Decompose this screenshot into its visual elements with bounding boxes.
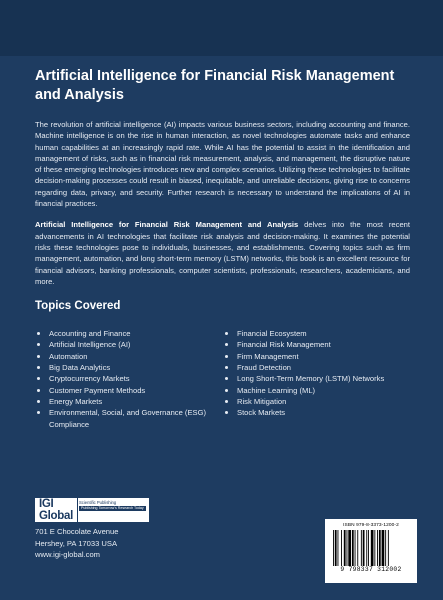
barcode-bar xyxy=(338,530,339,566)
book-title-inline: Artificial Intelligence for Financial Risk Management and Analysis xyxy=(35,220,299,230)
barcode-bar xyxy=(344,530,346,566)
topic-item: Risk Mitigation xyxy=(223,396,410,407)
logo-subtitle: Scientific Publishing xyxy=(78,500,117,505)
barcode-number: 9 798337 312002 xyxy=(340,566,402,573)
barcode-bar xyxy=(385,530,386,566)
topic-item: Cryptocurrency Markets xyxy=(35,373,222,384)
barcode-bar xyxy=(335,530,337,566)
publisher-website: www.igi-global.com xyxy=(35,550,100,559)
topic-item: Big Data Analytics xyxy=(35,362,222,373)
barcode-bar xyxy=(333,530,334,566)
barcode-bar xyxy=(377,530,378,566)
logo-subtext xyxy=(77,498,149,522)
publisher-logo xyxy=(35,498,144,522)
barcode-bar xyxy=(357,530,358,566)
barcode-bar xyxy=(361,530,362,566)
barcode-bar xyxy=(352,530,354,566)
publisher-address xyxy=(35,526,185,561)
topic-item: Machine Learning (ML) xyxy=(223,385,410,396)
topics-column-left xyxy=(35,328,222,430)
barcode-bar xyxy=(366,530,367,566)
topic-item: Environmental, Social, and Governance (ESG) Compliance xyxy=(35,407,222,430)
top-band xyxy=(0,0,443,56)
address-line-2: Hershey, PA 17033 USA xyxy=(35,538,118,548)
barcode-bar xyxy=(347,530,348,566)
topic-item: Automation xyxy=(35,351,222,362)
topic-item: Financial Risk Management xyxy=(223,339,410,350)
barcode-bar xyxy=(368,530,369,566)
topic-item: Energy Markets xyxy=(35,396,222,407)
publisher-block xyxy=(35,498,185,561)
topic-item: Firm Management xyxy=(223,351,410,362)
topics-column-right xyxy=(222,328,410,430)
description-paragraph-1: The revolution of artificial intelligence (AI) impacts various business sectors, including accounting and finance. Machine intelligence is on the rise in human interaction, as novel technologies automate tasks and enhance human capabilities at an increasingly rapid rate. While AI has the potential to assist in the identification and management of risks, such as in financial risk measurement, analysis, and management, the disruptive nature of these emerging technologies introduces new and complex scenarios. Utilizing these technologies to facilitate decision-making processes could result in biased, inequitable, and unreliable decisions, giving rise to concerns regarding data, privacy, and security. Further research is necessary to understand the implications of AI in financial practices. xyxy=(35,120,410,209)
barcode-bar xyxy=(374,530,375,566)
topic-item: Long Short-Term Memory (LSTM) Networks xyxy=(223,373,410,384)
barcode-bar xyxy=(363,530,365,566)
barcode-bar xyxy=(348,530,351,566)
topics-heading: Topics Covered xyxy=(35,300,121,313)
isbn-barcode xyxy=(325,519,417,583)
barcode-bar xyxy=(355,530,356,566)
topic-item: Fraud Detection xyxy=(223,362,410,373)
logo-wordmark: IGI Global xyxy=(35,498,77,522)
description-paragraph-2 xyxy=(35,219,410,287)
back-cover-content xyxy=(35,67,410,430)
description-paragraph-2-text: delves into the most recent advancements in AI technologies that facilitate risk analysis and decision-making. It examines the potential risks these technologies pose to individuals, businesses, and establishments. Covering topics such as firm management, automation, and long short-term memory (LSTM) networks, this book is an excellent resource for financial advisors, banking professionals, computer scientists, professionals, researchers, academicians, and more. xyxy=(35,220,410,286)
barcode-bar xyxy=(388,530,389,566)
book-title: Artificial Intelligence for Financial Risk Management and Analysis xyxy=(35,68,395,103)
address-line-1: 701 E Chocolate Avenue xyxy=(35,527,119,536)
barcode-bar xyxy=(382,530,385,566)
topic-item: Customer Payment Methods xyxy=(35,385,222,396)
barcode-bars xyxy=(331,530,411,566)
barcode-bar xyxy=(379,530,381,566)
logo-tagline: Publishing Tomorrow's Research Today xyxy=(80,506,144,510)
isbn-label: ISBN 979-8-3373-1200-2 xyxy=(343,523,399,528)
topic-item: Stock Markets xyxy=(223,407,410,418)
topic-item: Accounting and Finance xyxy=(35,328,222,339)
topic-item: Financial Ecosystem xyxy=(223,328,410,339)
barcode-bar xyxy=(371,530,374,566)
barcode-bar xyxy=(341,530,342,566)
topic-item: Artificial Intelligence (AI) xyxy=(35,339,222,350)
topics-list xyxy=(35,328,410,430)
